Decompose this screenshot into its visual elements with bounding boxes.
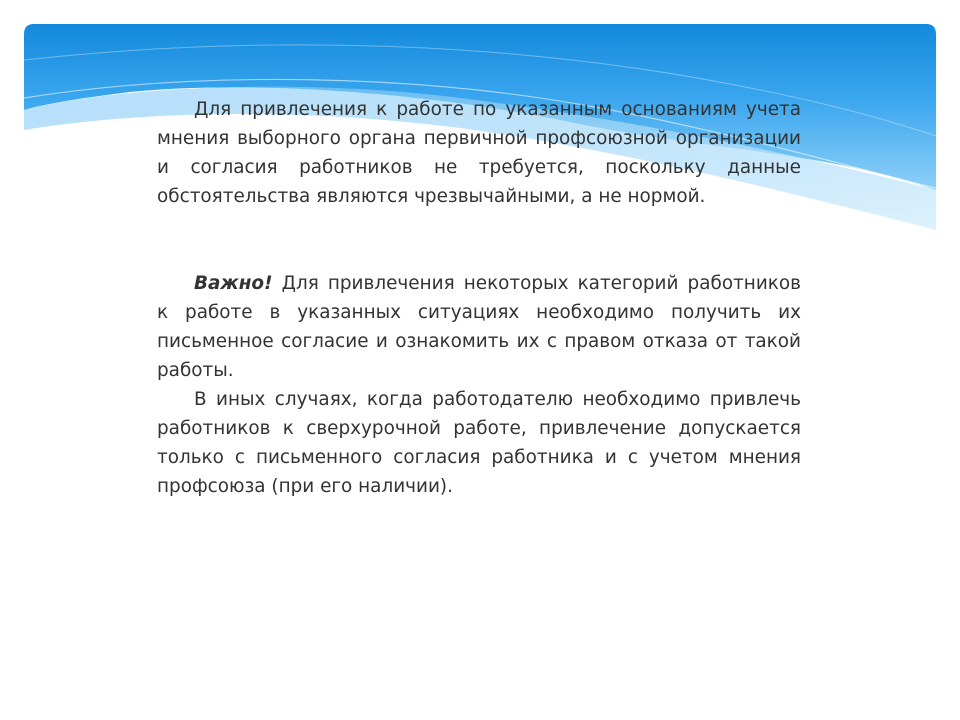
- important-label: Важно!: [194, 273, 273, 294]
- paragraph-gap: [157, 211, 801, 269]
- slide-text-block: [157, 95, 801, 501]
- paragraph-overtime-consent: В иных случаях, когда работодателю необходимо привлечь работников к сверхурочной работе, привлечение допускается только с письменного согласия работника и с учетом мнения профсоюза (при его наличии).: [157, 389, 801, 497]
- paragraph-important: [157, 269, 801, 385]
- paragraph-consent-not-required: Для привлечения к работе по указанным основаниям учета мнения выборного органа первичной профсоюзной организации и согласия работников не требуется, поскольку данные обстоятельства являются чрезвычайными, а не нормой.: [157, 99, 801, 207]
- important-text: Для привлечения некоторых категорий работников к работе в указанных ситуациях необходимо получить их письменное согласие и ознакомить их с правом отказа от такой работы.: [157, 273, 801, 381]
